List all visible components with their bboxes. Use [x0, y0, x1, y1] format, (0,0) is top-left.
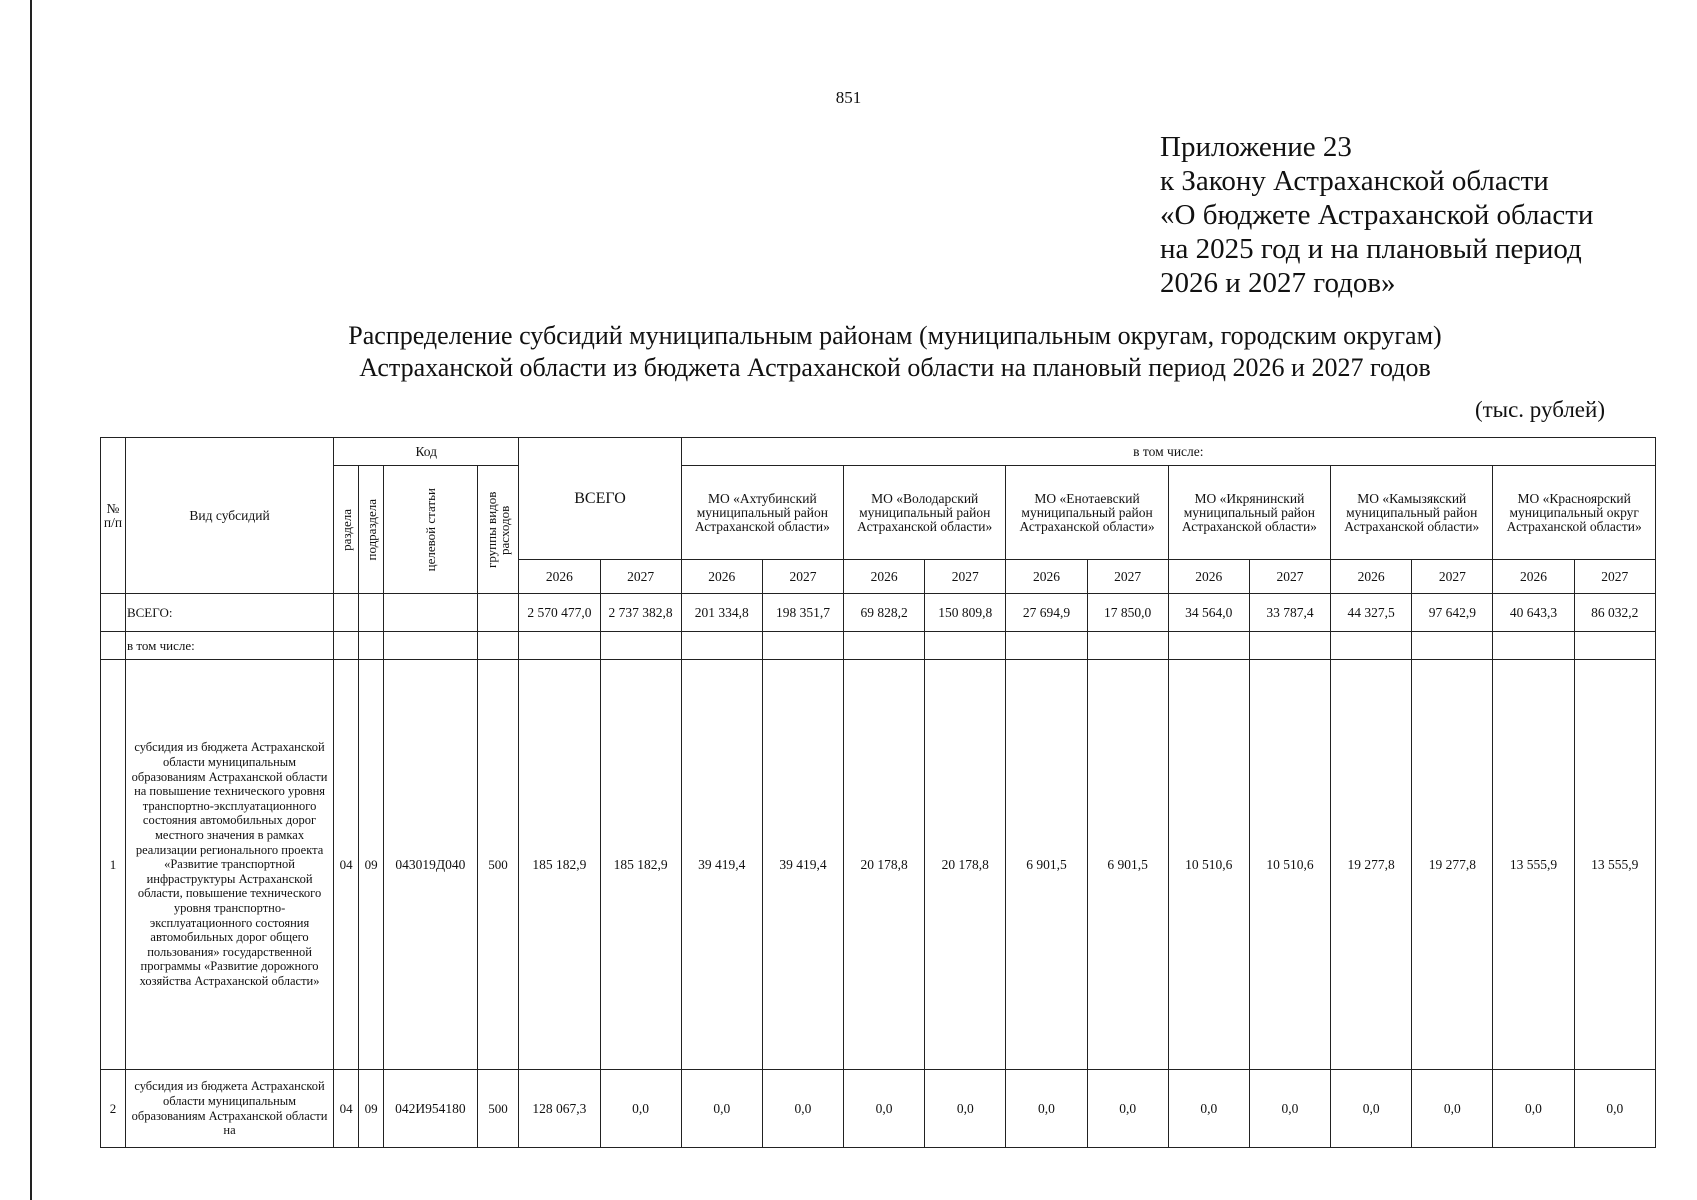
table-cell: 0,0	[1087, 1070, 1168, 1148]
table-cell: 0,0	[1493, 1070, 1574, 1148]
row-number: 1	[101, 660, 126, 1070]
razdel-code: 04	[334, 1070, 359, 1148]
header-row	[101, 466, 1656, 560]
podrazdel-code: 09	[359, 1070, 384, 1148]
header-csr: целевой статьи	[384, 466, 478, 594]
appendix-line: к Закону Астраханской области	[1160, 165, 1549, 197]
header-mo-ikryaninsky: МО «Икрянинский муниципальный район Астраханской области»	[1168, 466, 1330, 560]
header-code: Код	[334, 438, 519, 466]
table-cell: 201 334,8	[681, 594, 762, 632]
year-2026: 2026	[844, 560, 925, 594]
table-cell: 2 570 477,0	[519, 594, 600, 632]
appendix-line: Приложение 23	[1160, 131, 1352, 163]
header-mo-volodarsky: МО «Володарский муниципальный район Астраханской области»	[844, 466, 1006, 560]
table-cell: 13 555,9	[1574, 660, 1655, 1070]
year-2026: 2026	[1331, 560, 1412, 594]
table-row-including	[101, 632, 1656, 660]
document-title	[0, 320, 1697, 384]
total-label: ВСЕГО:	[125, 594, 333, 632]
table-cell: 0,0	[681, 1070, 762, 1148]
appendix-line: на 2025 год и на плановый период	[1160, 233, 1582, 265]
table-cell: 33 787,4	[1249, 594, 1330, 632]
table-cell: 0,0	[1168, 1070, 1249, 1148]
table-cell: 0,0	[844, 1070, 925, 1148]
table-cell: 69 828,2	[844, 594, 925, 632]
header-kind: Вид субсидий	[125, 438, 333, 594]
year-2027: 2027	[1087, 560, 1168, 594]
header-mo-akhtubinsky: МО «Ахтубинский муниципальный район Астраханской области»	[681, 466, 843, 560]
expense-group-code: 500	[477, 660, 519, 1070]
header-num: № п/п	[101, 438, 126, 594]
table-cell: 0,0	[1574, 1070, 1655, 1148]
table-cell: 20 178,8	[844, 660, 925, 1070]
table-row	[101, 660, 1656, 1070]
target-article-code: 042И954180	[384, 1070, 478, 1148]
razdel-code: 04	[334, 660, 359, 1070]
table-cell: 10 510,6	[1168, 660, 1249, 1070]
appendix-reference	[1160, 130, 1593, 300]
title-line: Астраханской области из бюджета Астраханской области на плановый период 2026 и 2027 годов	[359, 353, 1431, 382]
table-cell: 198 351,7	[762, 594, 843, 632]
year-2027: 2027	[762, 560, 843, 594]
table-cell: 97 642,9	[1412, 594, 1493, 632]
table-cell: 185 182,9	[600, 660, 681, 1070]
table-cell: 2 737 382,8	[600, 594, 681, 632]
table-cell: 0,0	[1249, 1070, 1330, 1148]
table-cell: 40 643,3	[1493, 594, 1574, 632]
table-cell: 0,0	[1331, 1070, 1412, 1148]
title-line: Распределение субсидий муниципальным районам (муниципальным округам, городским округам)	[348, 321, 1442, 350]
table-cell: 39 419,4	[762, 660, 843, 1070]
table-cell: 0,0	[762, 1070, 843, 1148]
header-row	[101, 438, 1656, 466]
row-number: 2	[101, 1070, 126, 1148]
table-cell: 19 277,8	[1331, 660, 1412, 1070]
year-2026: 2026	[681, 560, 762, 594]
table-row-total	[101, 594, 1656, 632]
header-including: в том числе:	[681, 438, 1655, 466]
table-row	[101, 1070, 1656, 1148]
including-label: в том числе:	[125, 632, 333, 660]
podrazdel-code: 09	[359, 660, 384, 1070]
table-cell: 19 277,8	[1412, 660, 1493, 1070]
table-cell: 10 510,6	[1249, 660, 1330, 1070]
table-cell: 185 182,9	[519, 660, 600, 1070]
table-cell: 0,0	[925, 1070, 1006, 1148]
table-cell: 44 327,5	[1331, 594, 1412, 632]
appendix-line: 2026 и 2027 годов»	[1160, 267, 1396, 299]
header-mo-enotaevsky: МО «Енотаевский муниципальный район Астраханской области»	[1006, 466, 1168, 560]
year-2026: 2026	[1006, 560, 1087, 594]
subsidy-table	[100, 437, 1656, 1148]
header-mo-krasnoyarsky: МО «Красноярский муниципальный округ Астраханской области»	[1493, 466, 1656, 560]
header-total: ВСЕГО	[519, 438, 681, 560]
expense-group-code: 500	[477, 1070, 519, 1148]
table-cell: 86 032,2	[1574, 594, 1655, 632]
year-2027: 2027	[1249, 560, 1330, 594]
year-2027: 2027	[925, 560, 1006, 594]
subsidy-description: субсидия из бюджета Астраханской области муниципальным образованиям Астраханской области на	[125, 1070, 333, 1148]
year-2027: 2027	[600, 560, 681, 594]
year-2027: 2027	[1574, 560, 1655, 594]
header-mo-kamyzyaksky: МО «Камызякский муниципальный район Астраханской области»	[1331, 466, 1493, 560]
table-cell: 13 555,9	[1493, 660, 1574, 1070]
header-podrazdel: подраздела	[359, 466, 384, 594]
subsidy-description: субсидия из бюджета Астраханской области муниципальным образованиям Астраханской области на повышение технического уровня транспортно-эксплуатационного состояния автомобильных дорог местного значения в рамках реализации регионального проекта «Развитие транспортной инфраструктуры Астраханской области, повышение технического уровня транспортно-эксплуатационного состояния автомобильных дорог общего пользования» государственной программы «Развитие дорожного хозяйства Астраханской области»	[125, 660, 333, 1070]
table-cell: 0,0	[600, 1070, 681, 1148]
target-article-code: 043019Д040	[384, 660, 478, 1070]
page-number: 851	[835, 88, 862, 107]
units-label: (тыс. рублей)	[1474, 397, 1605, 422]
year-2027: 2027	[1412, 560, 1493, 594]
header-razdel: раздела	[334, 466, 359, 594]
appendix-line: «О бюджете Астраханской области	[1160, 199, 1594, 231]
header-vr: группы видов расходов	[477, 466, 519, 594]
table-cell: 128 067,3	[519, 1070, 600, 1148]
table-cell: 150 809,8	[925, 594, 1006, 632]
table-cell: 27 694,9	[1006, 594, 1087, 632]
table-cell: 6 901,5	[1006, 660, 1087, 1070]
table-cell: 20 178,8	[925, 660, 1006, 1070]
year-2026: 2026	[1168, 560, 1249, 594]
table-cell: 34 564,0	[1168, 594, 1249, 632]
table-cell: 0,0	[1412, 1070, 1493, 1148]
year-2026: 2026	[1493, 560, 1574, 594]
table-cell: 39 419,4	[681, 660, 762, 1070]
year-2026: 2026	[519, 560, 600, 594]
table-cell: 0,0	[1006, 1070, 1087, 1148]
table-cell: 6 901,5	[1087, 660, 1168, 1070]
table-cell: 17 850,0	[1087, 594, 1168, 632]
binding-margin-line	[30, 0, 32, 1200]
